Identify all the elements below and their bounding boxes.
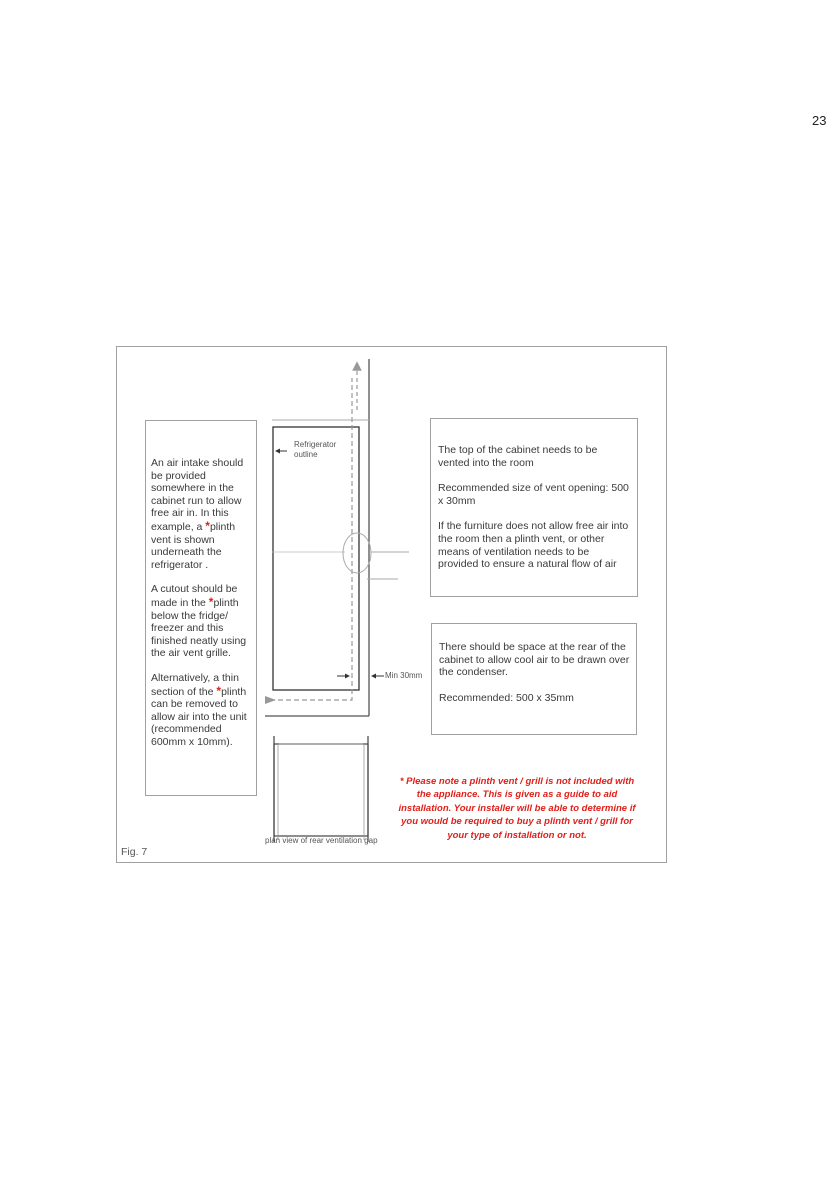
alternative-text-cont: plinth can be removed to allow air into the unit (recommended 600mm x 10mm).: [151, 685, 247, 748]
asterisk-marker: *: [208, 594, 214, 609]
top-vent-text-box: [430, 418, 638, 597]
gap-pointer-left-head: [345, 674, 350, 679]
air-intake-text-box: [145, 420, 257, 796]
rear-space-text-box: [431, 623, 637, 735]
air-intake-text-cont: plinth vent is shown underneath the refrigerator .: [151, 520, 236, 571]
cutout-text-cont: plinth below the fridge/ freezer and this finished neatly using the air vent grille.: [151, 596, 247, 660]
air-intake-paragraph: [151, 457, 251, 571]
rear-space-paragraph: There should be space at the rear of the cabinet to allow cool air to be drawn over the condenser.: [439, 641, 630, 679]
top-vent-paragraph: The top of the cabinet needs to be vented into the room: [438, 444, 598, 469]
plan-view-outline: [274, 744, 368, 836]
alternative-paragraph: [151, 672, 251, 749]
airflow-path: [270, 378, 352, 700]
cutout-text: A cutout should be made in the: [151, 583, 238, 609]
asterisk-marker: *: [216, 683, 222, 698]
page-number: 23: [812, 113, 827, 128]
rear-space-size-paragraph: Recommended: 500 x 35mm: [439, 691, 574, 704]
plinth-vent-note: * Please note a plinth vent / grill is not included with the appliance. This is given as a guide to aid installation. Your installer will be able to determine if you would be required to buy a plinth vent / grill for your type of installation or not.: [398, 776, 636, 841]
asterisk-marker: *: [205, 518, 210, 533]
cutout-paragraph: [151, 583, 251, 660]
airflow-in-arrow: [265, 696, 276, 704]
gap-pointer-right-head: [371, 674, 376, 679]
air-intake-text: An air intake should be provided somewhere in the cabinet run to allow free air in. In this example, a: [151, 457, 244, 533]
figure-label: Fig. 7: [121, 846, 148, 858]
outline-pointer-head: [275, 449, 280, 454]
plan-view-label: plan view of rear ventilation gap: [265, 836, 378, 845]
detail-circle: [343, 533, 371, 573]
vent-size-paragraph: Recommended size of vent opening: 500 x 30mm: [438, 482, 629, 507]
alternative-ventilation-paragraph: If the furniture does not allow free air into the room then a plinth vent, or other means of ventilation needs to be provided to ensure a natural flow of air: [438, 520, 629, 571]
refrigerator-outline-label: Refrigerator outline: [294, 440, 337, 459]
alternative-text: Alternatively, a thin section of the: [151, 671, 239, 698]
min-gap-label: Min 30mm: [385, 671, 423, 680]
refrigerator-outline: [273, 427, 359, 690]
